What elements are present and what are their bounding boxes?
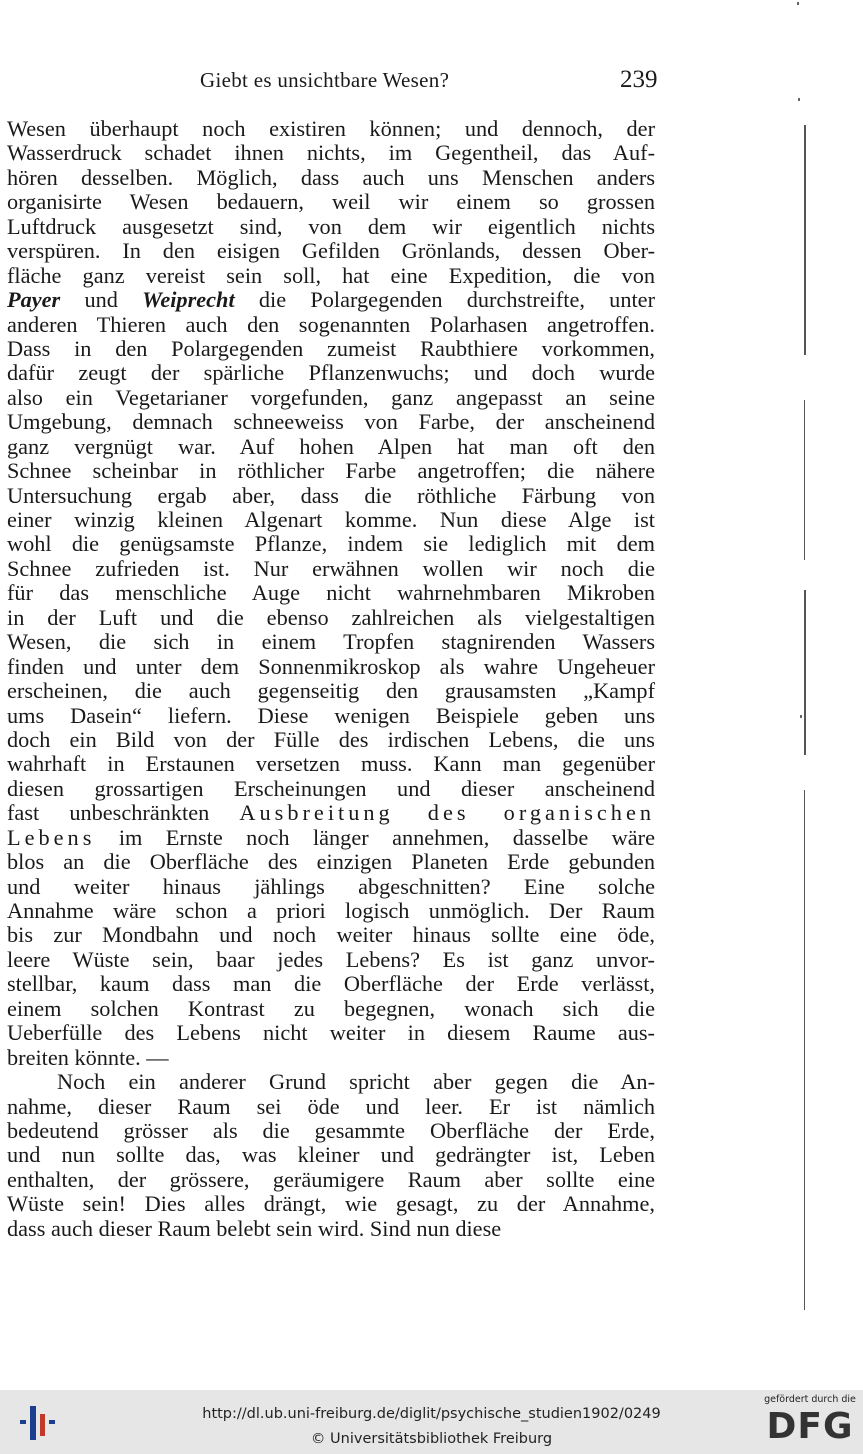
copyright-notice: © Universitätsbibliothek Freiburg xyxy=(310,1431,553,1447)
text-line: Wesen überhaupt noch existiren können; und dennoch, der xyxy=(7,116,655,141)
text-line: für das menschliche Auge nicht wahrnehmbaren Mikroben xyxy=(7,580,655,606)
dfg-logo-text: DFG xyxy=(766,1406,854,1447)
text-line: anderen Thieren auch den sogenannten Polarhasen angetroffen. xyxy=(7,311,655,337)
text-line: fläche ganz vereist sein soll, hat eine Expedition, die von xyxy=(7,262,655,288)
text-line: Payer und Weiprecht die Polargegenden durchstreifte, unter xyxy=(7,287,655,313)
text-line: nahme, dieser Raum sei öde und leer. Er ist nämlich xyxy=(7,1093,655,1119)
text-line: und weiter hinaus jählings abgeschnitten? Eine solche xyxy=(7,873,655,899)
text-line: Untersuchung ergab aber, dass die röthliche Färbung von xyxy=(7,482,655,508)
text-line: Umgebung, demnach schneeweiss von Farbe, der anscheinend xyxy=(7,409,655,435)
text-line: organisirte Wesen bedauern, weil wir einem so grossen xyxy=(7,189,655,215)
text-line: Lebens im Ernste noch länger annehmen, dasselbe wäre xyxy=(7,824,655,850)
text-line: ganz vergnügt war. Auf hohen Alpen hat man oft den xyxy=(7,433,655,459)
scan-margin-line xyxy=(804,790,805,1310)
text-line: Noch ein anderer Grund spricht aber gegen die An- xyxy=(57,1069,655,1095)
text-line: einem solchen Kontrast zu begegnen, wonach sich die xyxy=(7,995,655,1021)
text-line: breiten könnte. — xyxy=(7,1044,169,1070)
text-line: Annahme wäre schon a priori logisch unmöglich. Der Raum xyxy=(7,898,655,923)
text-line: Ueberfülle des Lebens nicht weiter in diesem Raume aus- xyxy=(7,1020,655,1046)
scan-margin-line xyxy=(804,590,806,755)
running-head: Giebt es unsichtbare Wesen? xyxy=(200,68,450,92)
text-line: doch ein Bild von der Fülle des irdischen Lebens, die uns xyxy=(7,726,655,752)
emphasized-text: Lebens xyxy=(7,824,96,850)
text-line: bis zur Mondbahn und noch weiter hinaus sollte eine öde, xyxy=(7,922,655,948)
text-line: Schnee zufrieden ist. Nur erwähnen wollen wir noch die xyxy=(7,555,655,581)
text-line: stellbar, kaum dass man die Oberfläche der Erde verlässt, xyxy=(7,971,655,997)
text-line: verspüren. In den eisigen Gefilden Grönlands, dessen Ober- xyxy=(7,238,655,264)
text-line: bedeutend grösser als die gesammte Oberfläche der Erde, xyxy=(7,1117,655,1143)
text-line: Schnee scheinbar in röthlicher Farbe angetroffen; die nähere xyxy=(7,458,655,484)
person-name: Weiprecht xyxy=(142,287,235,313)
text-line: Wüste sein! Dies alles drängt, wie gesagt, zu der Annahme, xyxy=(7,1191,655,1217)
text-line: Wesen, die sich in einem Tropfen stagnirenden Wassers xyxy=(7,629,655,655)
text-line: diesen grossartigen Erscheinungen und dieser anscheinend xyxy=(7,775,655,801)
text-line: ums Dasein“ liefern. Diese wenigen Beispiele geben uns xyxy=(7,702,655,728)
funding-note: gefördert durch die xyxy=(764,1394,856,1405)
text-line: und nun sollte das, was kleiner und gedrängter ist, Leben xyxy=(7,1142,655,1168)
text-line: einer winzig kleinen Algenart komme. Nun diese Alge ist xyxy=(7,507,655,532)
scan-margin-line xyxy=(804,125,806,355)
text-line: leere Wüste sein, baar jedes Lebens? Es ist ganz unvor- xyxy=(7,946,655,972)
text-line: also ein Vegetarianer vorgefunden, ganz angepasst an seine xyxy=(7,384,655,410)
page-number: 239 xyxy=(620,66,658,93)
text-line: finden und unter dem Sonnenmikroskop als wahre Ungeheuer xyxy=(7,653,655,679)
text-line: dafür zeugt der spärliche Pflanzenwuchs; und doch wurde xyxy=(7,360,655,386)
scan-margin-line xyxy=(804,400,805,560)
text-line: in der Luft und die ebenso zahlreichen als vielgestaltigen xyxy=(7,604,655,630)
page-header xyxy=(0,68,863,102)
text-line: wahrhaft in Erstaunen versetzen muss. Kann man gegenüber xyxy=(7,751,655,777)
scan-dot xyxy=(800,715,802,718)
dfg-logo xyxy=(762,1394,858,1450)
text-line: hören desselben. Möglich, dass auch uns Menschen anders xyxy=(7,164,655,190)
text-line: blos an die Oberfläche des einzigen Planeten Erde gebunden xyxy=(7,849,655,875)
text-line: wohl die genügsamste Pflanze, indem sie lediglich mit dem xyxy=(7,531,655,557)
text-line: dass auch dieser Raum belebt sein wird. Sind nun diese xyxy=(7,1215,502,1241)
text-line: Dass in den Polargegenden zumeist Raubthiere vorkommen, xyxy=(7,335,655,361)
text-line: enthalten, der grössere, geräumigere Raum aber sollte eine xyxy=(7,1166,655,1192)
text-line: Wasserdruck schadet ihnen nichts, im Gegentheil, das Auf- xyxy=(7,140,655,166)
person-name: Payer xyxy=(7,287,61,313)
scan-dot xyxy=(798,98,800,101)
footer-bar xyxy=(0,1390,863,1454)
text-line: fast unbeschränkten Ausbreitung des organischen xyxy=(7,800,655,826)
emphasized-text: Ausbreitung des organischen xyxy=(239,800,655,826)
text-line: Luftdruck ausgesetzt sind, von dem wir eigentlich nichts xyxy=(7,213,655,239)
text-line: erscheinen, die auch gegenseitig den grausamsten „Kampf xyxy=(7,678,655,704)
scan-dot xyxy=(797,2,799,5)
body-text xyxy=(7,117,655,1241)
source-url[interactable]: http://dl.ub.uni-freiburg.de/diglit/psychische_studien1902/0249 xyxy=(202,1406,661,1422)
